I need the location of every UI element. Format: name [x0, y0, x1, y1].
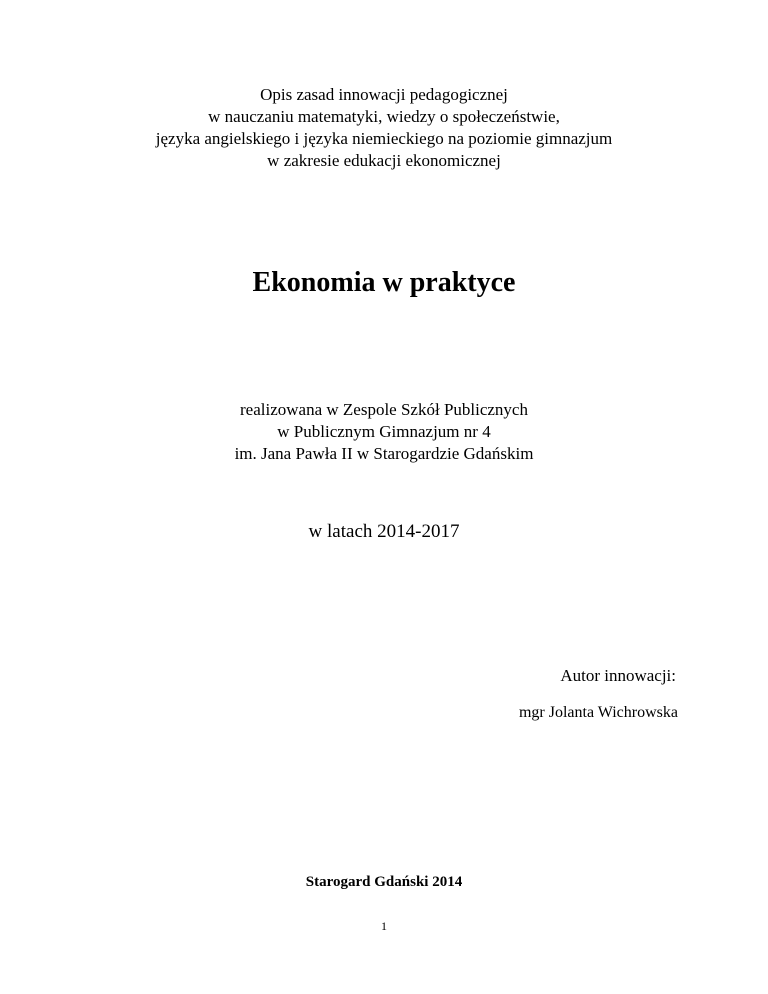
intro-line: w nauczaniu matematyki, wiedzy o społeczeństwie,: [208, 107, 560, 126]
intro-line: języka angielskiego i języka niemieckiego na poziomie gimnazjum: [155, 129, 613, 148]
intro-line: Opis zasad innowacji pedagogicznej: [260, 85, 508, 104]
implementation-description: [0, 399, 768, 465]
implementation-line: realizowana w Zespole Szkół Publicznych: [240, 400, 528, 419]
intro-description: [0, 84, 768, 172]
document-title: Ekonomia w praktyce: [252, 267, 516, 298]
page-number: 1: [381, 919, 387, 933]
author-label: Autor innowacji:: [560, 666, 676, 685]
author-name: mgr Jolanta Wichrowska: [518, 704, 678, 721]
implementation-line: im. Jana Pawła II w Starogardzie Gdańskim: [234, 444, 534, 463]
place-year: Starogard Gdański 2014: [305, 874, 463, 890]
years-text: w latach 2014-2017: [308, 521, 460, 542]
implementation-line: w Publicznym Gimnazjum nr 4: [277, 422, 491, 441]
intro-line: w zakresie edukacji ekonomicznej: [267, 151, 501, 170]
